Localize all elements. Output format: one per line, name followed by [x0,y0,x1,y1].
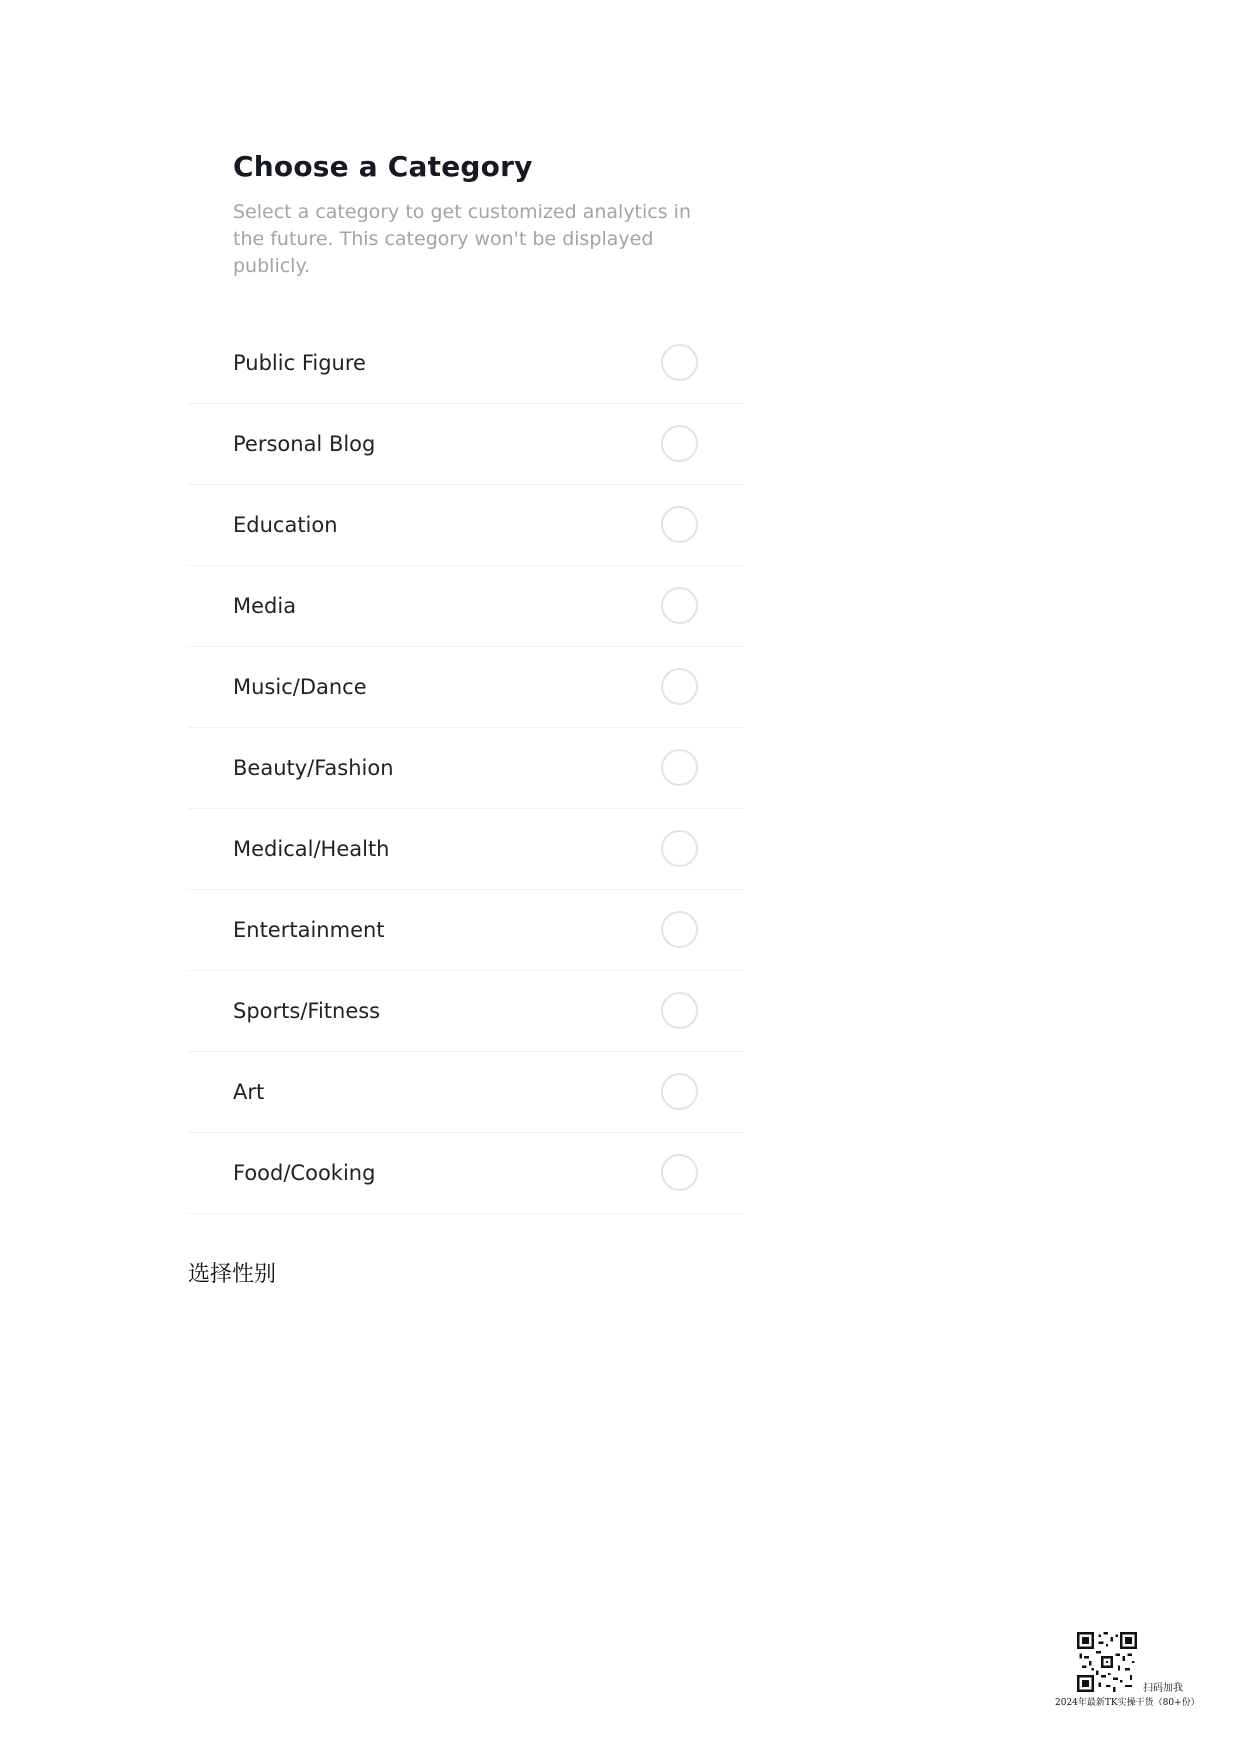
category-label: Public Figure [233,351,366,375]
page-subtitle: Select a category to get customized analytics in the future. This category won't be displayed publicly. [233,201,691,277]
category-label: Sports/Fitness [233,999,381,1023]
category-option-beauty-fashion[interactable] [188,728,744,809]
document-caption: 选择性别 [188,1262,277,1287]
category-label: Media [233,594,297,618]
radio-unchecked-icon[interactable] [661,425,698,462]
category-label: Personal Blog [233,432,376,456]
radio-unchecked-icon[interactable] [661,587,698,624]
radio-unchecked-icon[interactable] [661,668,698,705]
category-option-media[interactable] [188,566,744,647]
category-label: Entertainment [233,918,385,942]
qr-code-icon [1077,1632,1137,1692]
category-label: Medical/Health [233,837,390,861]
category-option-personal-blog[interactable] [188,404,744,485]
category-option-art[interactable] [188,1052,744,1133]
category-option-entertainment[interactable] [188,890,744,971]
radio-unchecked-icon[interactable] [661,992,698,1029]
category-label: Food/Cooking [233,1161,376,1185]
radio-unchecked-icon[interactable] [661,1154,698,1191]
qr-caption: 2024年最新TK实操干货（80+份） [1055,1698,1200,1708]
radio-unchecked-icon[interactable] [661,749,698,786]
page-title: Choose a Category [233,150,533,183]
radio-unchecked-icon[interactable] [661,506,698,543]
category-option-food-cooking[interactable] [188,1133,744,1214]
radio-unchecked-icon[interactable] [661,911,698,948]
category-option-public-figure[interactable] [188,323,744,404]
category-option-medical-health[interactable] [188,809,744,890]
category-option-music-dance[interactable] [188,647,744,728]
radio-unchecked-icon[interactable] [661,830,698,867]
qr-contact-block [1055,1632,1215,1712]
qr-label: 扫码加我 [1143,1683,1183,1694]
radio-unchecked-icon[interactable] [661,344,698,381]
category-label: Music/Dance [233,675,367,699]
category-option-education[interactable] [188,485,744,566]
category-list [188,323,744,1214]
category-label: Art [233,1080,265,1104]
category-label: Education [233,513,338,537]
category-option-sports-fitness[interactable] [188,971,744,1052]
radio-unchecked-icon[interactable] [661,1073,698,1110]
category-label: Beauty/Fashion [233,756,394,780]
